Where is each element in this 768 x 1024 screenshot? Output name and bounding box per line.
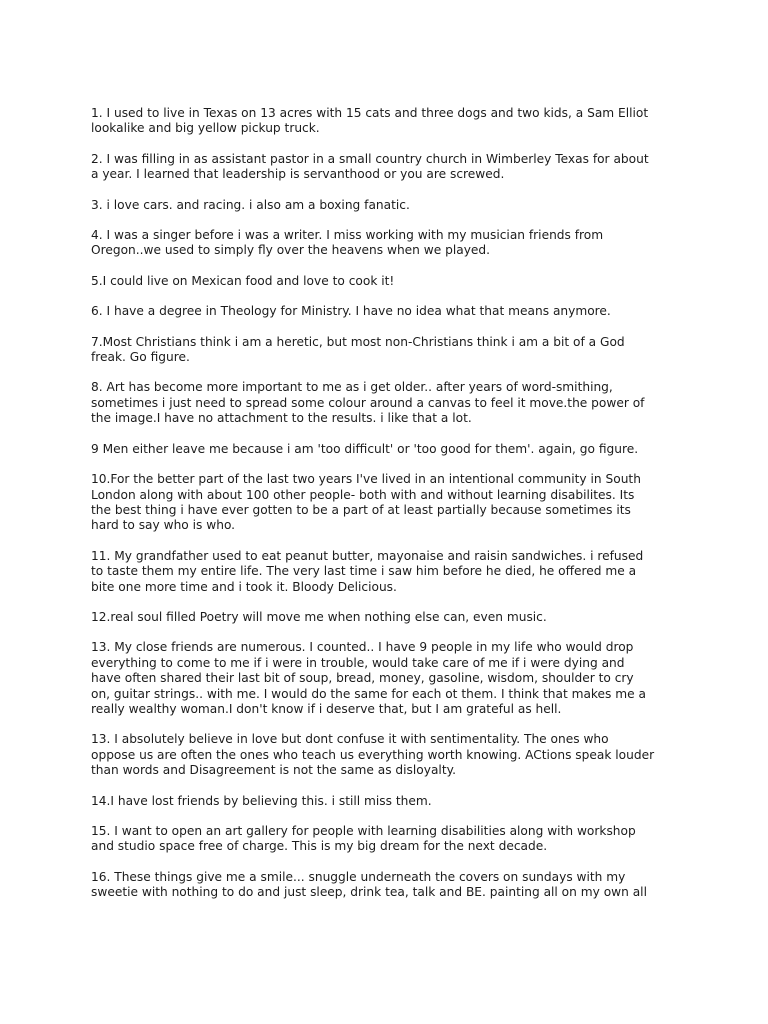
list-item bbox=[91, 732, 683, 778]
text-line: sweetie with nothing to do and just sleep, drink tea, talk and BE. painting all on my own all bbox=[91, 885, 647, 900]
text-line: 4. I was a singer before i was a writer. I miss working with my musician friends from bbox=[91, 228, 604, 243]
text-line: bite one more time and i took it. Bloody Delicious. bbox=[91, 579, 397, 594]
text-line: 13. I absolutely believe in love but dont confuse it with sentimentality. The ones who bbox=[91, 732, 609, 747]
text-line: the best thing i have ever gotten to be a part of at least partially because sometimes its bbox=[91, 502, 631, 517]
text-line: 6. I have a degree in Theology for Ministry. I have no idea what that means anymore. bbox=[91, 304, 611, 319]
text-line: 15. I want to open an art gallery for people with learning disabilities along with workshop bbox=[91, 824, 636, 838]
text-line: 8. Art has become more important to me as i get older.. after years of word-smithing, bbox=[91, 380, 613, 395]
list-item bbox=[91, 640, 683, 717]
text-line: freak. Go figure. bbox=[91, 350, 190, 365]
text-line: 5.I could live on Mexican food and love to cook it! bbox=[91, 273, 395, 288]
text-line: 13. My close friends are numerous. I counted.. I have 9 people in my life who would drop bbox=[91, 640, 634, 655]
text-line: 14.I have lost friends by believing this. i still miss them. bbox=[91, 793, 432, 808]
list-item bbox=[91, 198, 683, 213]
text-line: 12.real soul filled Poetry will move me when nothing else can, even music. bbox=[91, 609, 547, 624]
text-line: 7.Most Christians think i am a heretic, but most non-Christians think i am a bit of a God bbox=[91, 334, 625, 349]
text-line: and studio space free of charge. This is my big dream for the next decade. bbox=[91, 839, 548, 854]
text-line: lookalike and big yellow pickup truck. bbox=[91, 121, 320, 136]
list-item bbox=[91, 304, 683, 319]
text-line: oppose us are often the ones who teach us everything worth knowing. ACtions speak louder bbox=[91, 747, 655, 762]
text-line: 3. i love cars. and racing. i also am a boxing fanatic. bbox=[91, 197, 410, 212]
list-item bbox=[91, 472, 683, 534]
text-line: sometimes i just need to spread some colour around a canvas to feel it move.the power of bbox=[91, 395, 645, 410]
list-item bbox=[91, 549, 683, 595]
text-line: 16. These things give me a smile... snuggle underneath the covers on sundays with my bbox=[91, 869, 626, 884]
list-item bbox=[91, 152, 683, 183]
text-line: hard to say who is who. bbox=[91, 518, 236, 533]
list-item bbox=[91, 824, 683, 855]
text-line: 9 Men either leave me because i am 'too difficult' or 'too good for them'. again, go figure. bbox=[91, 441, 639, 456]
text-line: 11. My grandfather used to eat peanut butter, mayonaise and raisin sandwiches. i refused bbox=[91, 548, 644, 563]
list-item bbox=[91, 274, 683, 289]
text-line: really wealthy woman.I don't know if i deserve that, but I am grateful as hell. bbox=[91, 701, 562, 716]
text-line: the image.I have no attachment to the results. i like that a lot. bbox=[91, 411, 472, 426]
list-item bbox=[91, 442, 683, 457]
text-line: 2. I was filling in as assistant pastor in a small country church in Wimberley Texas for about bbox=[91, 151, 649, 166]
text-line: than words and Disagreement is not the same as disloyalty. bbox=[91, 763, 456, 778]
document-body bbox=[91, 106, 683, 916]
text-line: London along with about 100 other people- both with and without learning disabilites. Its bbox=[91, 487, 635, 502]
list-item bbox=[91, 106, 683, 137]
text-line: to taste them my entire life. The very last time i saw him before he died, he offered me a bbox=[91, 564, 637, 579]
text-line: everything to come to me if i were in trouble, would take care of me if i were dying and bbox=[91, 655, 625, 670]
list-item bbox=[91, 380, 683, 426]
text-line: on, guitar strings.. with me. I would do the same for each ot them. I think that makes me a bbox=[91, 686, 646, 701]
text-line: have often shared their last bit of soup, bread, money, gasoline, wisdom, shoulder to cry bbox=[91, 671, 634, 686]
list-item bbox=[91, 610, 683, 625]
text-line: Oregon..we used to simply fly over the heavens when we played. bbox=[91, 243, 491, 258]
list-item bbox=[91, 794, 683, 809]
list-item bbox=[91, 335, 683, 366]
text-line: 10.For the better part of the last two years I've lived in an intentional community in South bbox=[91, 472, 641, 487]
text-line: a year. I learned that leadership is servanthood or you are screwed. bbox=[91, 167, 505, 182]
list-item bbox=[91, 228, 683, 259]
text-line: 1. I used to live in Texas on 13 acres with 15 cats and three dogs and two kids, a Sam Elliot bbox=[91, 106, 649, 120]
list-item bbox=[91, 870, 683, 901]
